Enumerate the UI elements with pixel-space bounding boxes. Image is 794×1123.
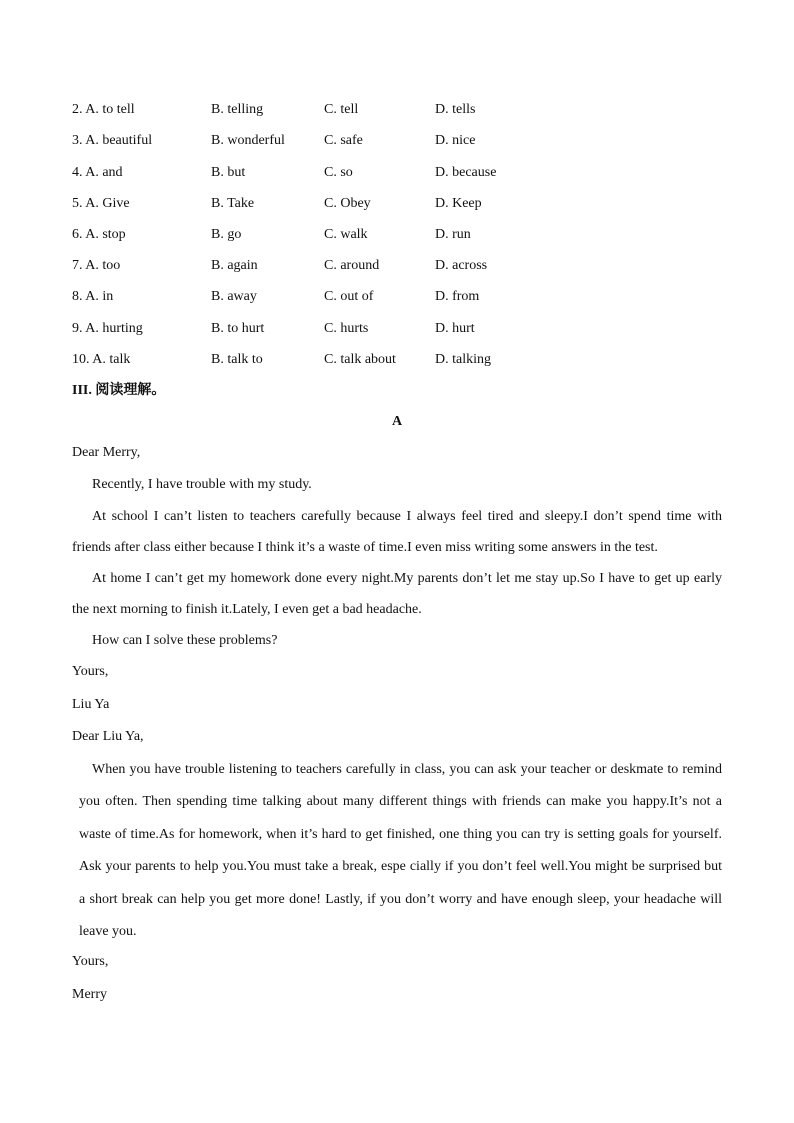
letter1-paragraph: How can I solve these problems?: [92, 633, 278, 648]
option-b: B. talk to: [211, 352, 263, 367]
letter1-paragraph: Recently, I have trouble with my study.: [92, 477, 312, 492]
option-d: D. nice: [435, 133, 476, 148]
option-b: B. again: [211, 258, 258, 273]
option-c: C. around: [324, 258, 380, 273]
letter2-salutation: Dear Liu Ya,: [72, 729, 144, 744]
option-d: D. run: [435, 227, 471, 242]
option-a: 9. A. hurting: [72, 321, 143, 336]
option-c: C. safe: [324, 133, 363, 148]
letter2-body: When you have trouble listening to teachers carefully in class, you can ask your teacher or deskmate to remind you often. Then spending time talking about many different things with friends can make you happy.It’s not a waste of time.As for homework, when it’s hard to get finished, one thing you can try is setting goals for yourself. Ask your parents to help you.You must take a break, espe cially if you don’t feel well.You might be surprised but a short break can help you get more done! Lastly, if you don’t worry and have enough sleep, your headache will leave you.: [79, 762, 722, 940]
option-b: B. Take: [211, 196, 255, 211]
option-c: C. so: [324, 165, 353, 180]
passage-label: A: [391, 414, 403, 429]
option-c: C. hurts: [324, 321, 369, 336]
option-a: 4. A. and: [72, 165, 123, 180]
option-d: D. across: [435, 258, 488, 273]
letter2-signature: Merry: [72, 987, 107, 1002]
option-b: B. go: [211, 227, 242, 242]
section-heading: III. 阅读理解。: [72, 383, 166, 398]
option-b: B. telling: [211, 102, 264, 117]
letter1-paragraph: At home I can’t get my homework done every night.My parents don’t let me stay up.So I have to get up early the next morning to finish it.Lately, I even get a bad headache.: [72, 571, 722, 617]
option-a: 7. A. too: [72, 258, 121, 273]
option-d: D. because: [435, 165, 497, 180]
option-c: C. Obey: [324, 196, 371, 211]
letter1-salutation: Dear Merry,: [72, 445, 141, 460]
option-b: B. wonderful: [211, 133, 285, 148]
option-d: D. Keep: [435, 196, 482, 211]
option-a: 6. A. stop: [72, 227, 126, 242]
option-c: C. talk about: [324, 352, 396, 367]
letter2-closing: Yours,: [72, 954, 109, 969]
letter1-closing: Yours,: [72, 664, 109, 679]
option-d: D. talking: [435, 352, 491, 367]
option-a: 8. A. in: [72, 289, 114, 304]
option-a: 2. A. to tell: [72, 102, 135, 117]
option-a: 5. A. Give: [72, 196, 130, 211]
option-c: C. tell: [324, 102, 359, 117]
option-d: D. tells: [435, 102, 476, 117]
option-d: D. hurt: [435, 321, 475, 336]
option-c: C. out of: [324, 289, 374, 304]
letter1-signature: Liu Ya: [72, 697, 110, 712]
option-a: 3. A. beautiful: [72, 133, 153, 148]
option-b: B. to hurt: [211, 321, 265, 336]
letter1-paragraph: At school I can’t listen to teachers carefully because I always feel tired and sleepy.I don’t spend time with friends after class either because I think it’s a waste of time.I even miss writing some answers in the test.: [72, 509, 722, 555]
option-a: 10. A. talk: [72, 352, 131, 367]
option-d: D. from: [435, 289, 480, 304]
option-c: C. walk: [324, 227, 368, 242]
option-b: B. but: [211, 165, 246, 180]
option-b: B. away: [211, 289, 257, 304]
